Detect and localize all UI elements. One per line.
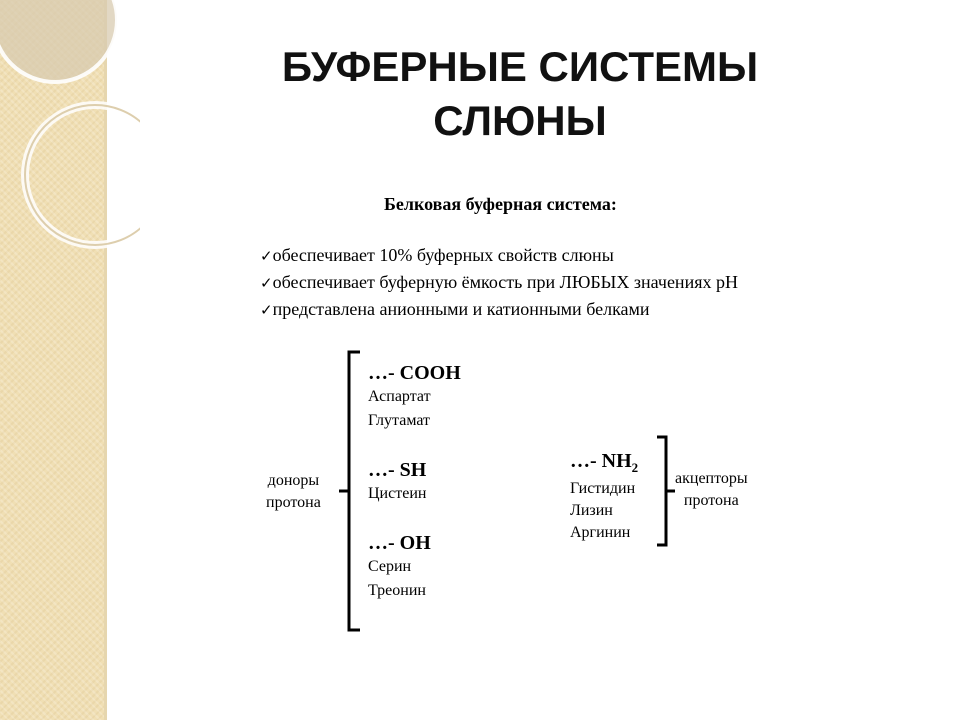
donor-label-line-2: протона (266, 494, 321, 511)
amino-acid-serine: Серин (368, 558, 412, 575)
amino-acid-histidine: Гистидин (570, 480, 636, 497)
section-subtitle: Белковая буферная система: (384, 194, 617, 214)
acceptor-bracket (657, 437, 675, 545)
check-icon: ✓ (260, 274, 273, 292)
acceptor-label (675, 468, 748, 512)
cooh-group-head: …- СООН (368, 362, 461, 384)
nh2-group-head (570, 450, 638, 476)
amino-acid-threonine: Треонин (368, 582, 426, 599)
slide-title-line-1: БУФЕРНЫЕ СИСТЕМЫ (281, 43, 759, 90)
amino-acid-lysine: Лизин (570, 502, 613, 519)
nh2-group-head-text: …- NH (570, 450, 632, 472)
amino-acid-glutamate: Глутамат (368, 412, 431, 429)
bullet-text: обеспечивает буферную ёмкость при ЛЮБЫХ значениях рН (272, 272, 738, 292)
check-icon: ✓ (260, 301, 273, 319)
oh-group-head: …- ОН (368, 532, 431, 554)
donor-bracket (339, 352, 360, 630)
bullet-text: обеспечивает 10% буферных свойств слюны (272, 245, 614, 265)
amino-acid-arginine: Аргинин (570, 524, 631, 541)
acceptor-label-line-1: акцепторы (675, 470, 748, 487)
acceptor-label-line-2: протона (683, 492, 739, 509)
bullet-text: представлена анионными и катионными белками (272, 299, 650, 319)
nh2-subscript: 2 (631, 460, 639, 475)
amino-acid-aspartate: Аспартат (368, 388, 431, 405)
amino-acid-cysteine: Цистеин (368, 485, 427, 502)
sh-group-head: …- SH (368, 459, 427, 481)
slide-title-line-2: СЛЮНЫ (433, 97, 607, 144)
check-icon: ✓ (260, 247, 273, 265)
donor-label-line-1: доноры (267, 472, 320, 489)
donor-label (266, 470, 321, 514)
